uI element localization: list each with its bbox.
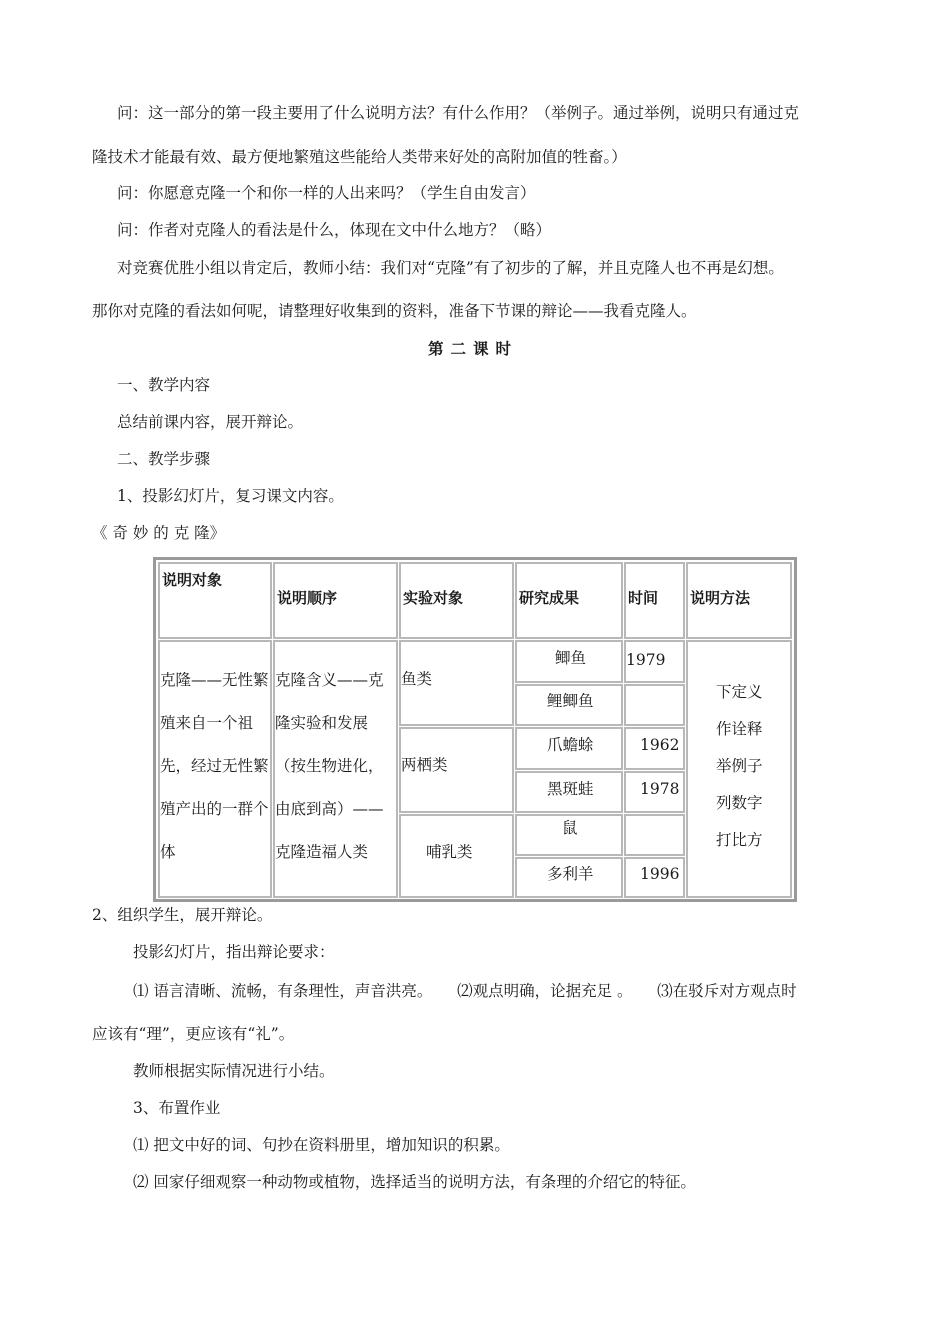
method-item: 下定义	[716, 683, 763, 701]
result-name: 鲤鲫鱼	[547, 692, 594, 710]
summary-table	[153, 557, 797, 902]
group-amphibian: 两栖类	[401, 756, 448, 774]
question-1-line-2: 隆技术才能最有效、最方便地繁殖这些能给人类带来好处的高附加值的牲畜。）	[92, 148, 627, 166]
method-item: 作诠释	[716, 720, 763, 738]
order-line: （按生物进化，	[275, 757, 384, 775]
result-cell	[515, 771, 623, 813]
header-method: 说明方法	[690, 589, 751, 607]
object-line: 殖来自一个祖	[160, 714, 254, 732]
step-2: 2、组织学生，展开辩论。	[92, 906, 273, 924]
time-cell	[624, 857, 685, 898]
time-cell	[624, 814, 685, 856]
header-cell-order	[273, 562, 398, 639]
summary-line-1: 对竞赛优胜小组以肯定后，教师小结：我们对“克隆”有了初步的了解，并且克隆人也不再是幻想。	[117, 259, 784, 277]
time-cell	[624, 640, 685, 683]
result-name: 爪蟾蜍	[547, 736, 594, 754]
step-1: 1、投影幻灯片，复习课文内容。	[117, 487, 344, 505]
group-fish: 鱼类	[401, 670, 433, 688]
header-cell-method	[686, 562, 792, 639]
time-cell	[624, 771, 685, 813]
homework-2: ⑵ 回家仔细观察一种动物或植物，选择适当的说明方法，有条理的介绍它的特征。	[133, 1173, 696, 1191]
result-cell	[515, 640, 623, 683]
result-time: 1962	[640, 736, 680, 754]
order-line: 隆实验和发展	[275, 714, 369, 732]
group-mammal: 哺乳类	[426, 843, 473, 861]
object-line: 先，经过无性繁	[160, 757, 269, 775]
debate-requirements-line-1: ⑴ 语言清晰、流畅，有条理性，声音洪亮。 ⑵观点明确，论据充足 。 ⑶在驳斥对方观点时	[133, 982, 797, 1000]
result-time: 1978	[640, 780, 680, 798]
result-cell	[515, 684, 623, 726]
lesson-title: 第二课时	[428, 339, 519, 358]
homework-1: ⑴ 把文中好的词、句抄在资料册里，增加知识的积累。	[133, 1136, 510, 1154]
result-time: 1979	[626, 651, 666, 669]
method-item: 举例子	[716, 757, 763, 775]
group-cell-fish	[399, 640, 514, 726]
result-name: 鲫鱼	[555, 649, 587, 667]
header-object: 说明对象	[162, 571, 223, 589]
header-cell-subject	[399, 562, 514, 639]
method-cell	[686, 640, 792, 898]
debate-requirements-line-2: 应该有“理”，更应该有“礼”。	[92, 1025, 295, 1043]
result-name: 黑斑蛙	[547, 780, 594, 798]
header-subject: 实验对象	[403, 589, 464, 607]
method-item: 列数字	[716, 794, 763, 812]
header-cell-result	[515, 562, 623, 639]
order-line: 由底到高）——	[275, 800, 384, 818]
group-cell-amphibian	[399, 727, 514, 813]
teacher-summary: 教师根据实际情况进行小结。	[133, 1062, 335, 1080]
header-order: 说明顺序	[277, 589, 338, 607]
result-name: 多利羊	[547, 865, 594, 883]
content-text: 总结前课内容，展开辩论。	[117, 413, 304, 431]
order-cell	[273, 640, 398, 898]
question-1-line-1: 问：这一部分的第一段主要用了什么说明方法？有什么作用？（举例子。通过举例，说明只有通过克	[117, 104, 800, 122]
result-name: 鼠	[562, 819, 578, 837]
object-cell	[158, 640, 272, 898]
summary-line-2: 那你对克隆的看法如何呢，请整理好收集到的资料，准备下节课的辩论——我看克隆人。	[92, 302, 697, 320]
question-2: 问：你愿意克隆一个和你一样的人出来吗？（学生自由发言）	[117, 184, 536, 202]
order-line: 克隆造福人类	[275, 843, 369, 861]
steps-heading: 二、教学步骤	[117, 450, 211, 468]
step-3: 3、布置作业	[133, 1099, 221, 1117]
question-3: 问：作者对克隆人的看法是什么，体现在文中什么地方？（略）	[117, 221, 552, 239]
group-cell-mammal	[399, 814, 514, 898]
content-heading: 一、教学内容	[117, 376, 211, 394]
header-time: 时间	[628, 589, 659, 607]
table-caption: 《 奇 妙 的 克 隆》	[92, 524, 226, 542]
header-cell-object	[158, 562, 272, 639]
result-cell	[515, 814, 623, 856]
header-result: 研究成果	[519, 589, 580, 607]
result-cell	[515, 857, 623, 898]
result-cell	[515, 727, 623, 770]
object-line: 殖产出的一群个	[160, 800, 269, 818]
method-item: 打比方	[716, 831, 763, 849]
time-cell	[624, 727, 685, 770]
object-line: 体	[160, 843, 176, 861]
object-line: 克隆——无性繁	[160, 671, 269, 689]
order-line: 克隆含义——克	[275, 671, 384, 689]
debate-intro: 投影幻灯片，指出辩论要求：	[133, 943, 335, 961]
result-time: 1996	[640, 865, 680, 883]
time-cell	[624, 684, 685, 726]
header-cell-time	[624, 562, 685, 639]
